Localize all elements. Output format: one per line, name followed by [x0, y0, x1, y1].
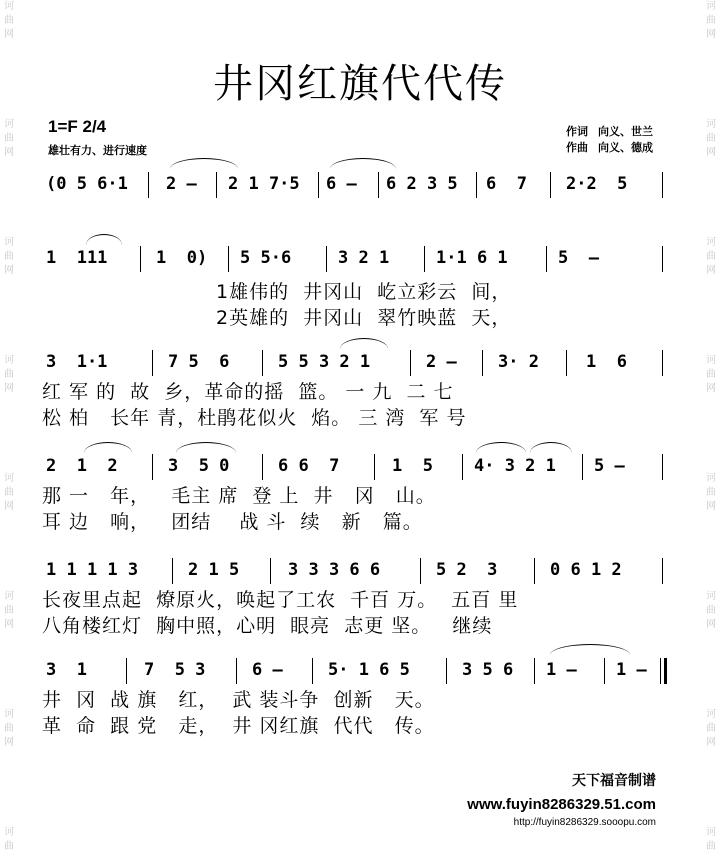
measure: 5· 1 6 5 — [328, 660, 410, 680]
composer-credit — [566, 140, 663, 156]
bar-line — [604, 658, 605, 684]
measure: 3 5 0 — [168, 456, 230, 476]
lyric-line — [0, 406, 720, 432]
bar-line — [662, 246, 663, 272]
measure: 6 – — [326, 174, 357, 194]
lyric-verse-1: 井 冈 战 旗 红， 武 装斗争 创新 天。 — [42, 689, 435, 711]
final-bar-line — [664, 658, 667, 684]
measure: (0 5 6·1 — [46, 174, 128, 194]
measure: 5 2 3 — [436, 560, 498, 580]
composer-label: 作曲 — [566, 141, 588, 154]
bar-line — [172, 558, 173, 584]
slur-mark — [170, 158, 238, 169]
lyric-line — [0, 510, 720, 536]
bar-line — [660, 658, 661, 684]
lyric-verse-2: 八角楼红灯 胸中照，心明 眼亮 志更 坚。 继续 — [42, 615, 493, 637]
watermark-glyph: 网 — [4, 265, 14, 276]
measure: 5 – — [594, 456, 625, 476]
bar-line — [662, 172, 663, 198]
watermark-glyph: 曲 — [4, 841, 14, 852]
measure: 1·1 6 1 — [436, 248, 508, 268]
publisher-url: www.fuyin8286329.51.com — [467, 796, 656, 813]
watermark-glyph: 诃 — [4, 709, 14, 720]
watermark-glyph: 诃 — [706, 237, 716, 248]
lyric-line — [0, 714, 720, 740]
measure: 1 1 1 1 3 — [46, 560, 139, 580]
watermark-glyph: 诃 — [706, 473, 716, 484]
score-line — [0, 170, 720, 204]
lyricist-name: 向义、世兰 — [598, 125, 653, 138]
watermark-glyph: 网 — [4, 383, 14, 394]
watermark-glyph: 诃 — [4, 355, 14, 366]
measure: 2 1 5 — [188, 560, 240, 580]
watermark-glyph: 诃 — [4, 1, 14, 12]
lyric-line — [0, 688, 720, 714]
tempo-marking: 雄壮有力、进行速度 — [48, 144, 147, 157]
bar-line — [152, 454, 153, 480]
lyric-verse-2: 耳 边 响， 团结 战 斗 续 新 篇。 — [42, 511, 423, 533]
watermark-glyph: 诃 — [706, 591, 716, 602]
watermark-glyph: 诃 — [4, 827, 14, 838]
watermark-glyph: 诃 — [706, 119, 716, 130]
watermark-glyph: 曲 — [706, 605, 716, 616]
bar-line — [148, 172, 149, 198]
bar-line — [420, 558, 421, 584]
score-line — [0, 656, 720, 690]
measure: 1 6 — [586, 352, 627, 372]
lyric-verse-1: 那 一 年， 毛主 席 登 上 井 冈 山。 — [42, 485, 436, 507]
bar-line — [462, 454, 463, 480]
bar-line — [550, 172, 551, 198]
watermark-glyph: 网 — [4, 147, 14, 158]
watermark-glyph: 曲 — [706, 723, 716, 734]
watermark-glyph: 曲 — [4, 723, 14, 734]
score-line — [0, 244, 720, 278]
lyric-verse-1: 1雄伟的 井冈山 屹立彩云 间， — [216, 281, 512, 303]
bar-line — [662, 558, 663, 584]
slur-mark — [476, 442, 526, 453]
measure: 6 6 7 — [278, 456, 340, 476]
measure: 2 1 7·5 — [228, 174, 300, 194]
publisher-url-alt: http://fuyin8286329.sooopu.com — [513, 817, 656, 828]
lyric-line — [0, 614, 720, 640]
watermark-glyph: 网 — [4, 29, 14, 40]
score-line — [0, 452, 720, 486]
bar-line — [378, 172, 379, 198]
bar-line — [270, 558, 271, 584]
lyricist-credit — [566, 124, 663, 140]
bar-line — [476, 172, 477, 198]
watermark-glyph: 网 — [4, 501, 14, 512]
measure: 1 – — [546, 660, 577, 680]
watermark-glyph: 曲 — [706, 369, 716, 380]
score-line — [0, 556, 720, 590]
bar-line — [262, 350, 263, 376]
measure: 5 – — [558, 248, 599, 268]
measure: 3 5 6 — [462, 660, 514, 680]
publisher-name: 天下福音制谱 — [572, 773, 656, 789]
bar-line — [566, 350, 567, 376]
measure: 1 5 — [392, 456, 433, 476]
credits-block — [566, 124, 663, 156]
bar-line — [446, 658, 447, 684]
bar-line — [216, 172, 217, 198]
lyric-verse-2: 2英雄的 井冈山 翠竹映蓝 天， — [216, 307, 512, 329]
watermark-glyph: 诃 — [4, 591, 14, 602]
measure: 1 111 — [46, 248, 108, 268]
measure: 6 – — [252, 660, 283, 680]
key-signature: 1=F 2/4 — [48, 117, 107, 136]
watermark-glyph: 曲 — [4, 369, 14, 380]
watermark-glyph: 曲 — [4, 605, 14, 616]
measure: 3 1 — [46, 660, 87, 680]
measure: 0 6 1 2 — [550, 560, 622, 580]
bar-line — [236, 658, 237, 684]
watermark-glyph: 曲 — [4, 251, 14, 262]
bar-line — [582, 454, 583, 480]
slur-mark — [330, 158, 396, 169]
watermark-glyph: 曲 — [706, 133, 716, 144]
watermark-glyph: 曲 — [4, 133, 14, 144]
measure: 3 2 1 — [338, 248, 390, 268]
bar-line — [326, 246, 327, 272]
watermark-glyph: 诃 — [4, 237, 14, 248]
bar-line — [410, 350, 411, 376]
watermark-glyph: 曲 — [706, 841, 716, 852]
bar-line — [228, 246, 229, 272]
score-line — [0, 348, 720, 382]
measure: 3· 2 — [498, 352, 539, 372]
lyric-line — [0, 306, 720, 332]
slur-mark — [340, 338, 388, 349]
watermark-glyph: 网 — [706, 501, 716, 512]
bar-line — [140, 246, 141, 272]
lyricist-label: 作词 — [566, 125, 588, 138]
watermark-glyph: 网 — [706, 29, 716, 40]
measure: 2 – — [426, 352, 457, 372]
measure: 2 1 2 — [46, 456, 118, 476]
watermark-glyph: 网 — [706, 619, 716, 630]
measure: 1 0) — [156, 248, 208, 268]
watermark-glyph: 诃 — [706, 355, 716, 366]
watermark-glyph: 网 — [706, 737, 716, 748]
measure: 5 5·6 — [240, 248, 292, 268]
watermark-glyph: 曲 — [4, 487, 14, 498]
measure: 2 – — [166, 174, 197, 194]
bar-line — [482, 350, 483, 376]
lyric-verse-1: 长夜里点起 燎原火，唤起了工农 千百 万。 五百 里 — [42, 589, 519, 611]
watermark-glyph: 曲 — [706, 487, 716, 498]
watermark-glyph: 网 — [4, 619, 14, 630]
measure: 7 5 6 — [168, 352, 230, 372]
composer-name: 向义、德成 — [598, 141, 653, 154]
watermark-glyph: 网 — [4, 737, 14, 748]
bar-line — [534, 558, 535, 584]
watermark-glyph: 曲 — [706, 15, 716, 26]
slur-mark — [550, 644, 630, 655]
watermark-glyph: 曲 — [706, 251, 716, 262]
lyric-line — [0, 380, 720, 406]
bar-line — [534, 658, 535, 684]
measure: 1 – — [616, 660, 647, 680]
watermark-glyph: 网 — [706, 265, 716, 276]
watermark-glyph: 网 — [706, 383, 716, 394]
watermark-glyph: 诃 — [706, 709, 716, 720]
slur-mark — [86, 234, 122, 245]
measure: 6 7 — [486, 174, 527, 194]
bar-line — [312, 658, 313, 684]
bar-line — [662, 350, 663, 376]
measure: 3 1·1 — [46, 352, 108, 372]
bar-line — [318, 172, 319, 198]
bar-line — [126, 658, 127, 684]
bar-line — [662, 454, 663, 480]
watermark-glyph: 曲 — [4, 15, 14, 26]
lyric-line — [0, 484, 720, 510]
publisher-credit — [467, 770, 656, 828]
lyric-verse-2: 松 柏 长年 青，杜鹃花似火 焰。 三 湾 军 号 — [42, 407, 467, 429]
watermark-glyph: 诃 — [706, 1, 716, 12]
measure: 3 3 3 6 6 — [288, 560, 381, 580]
watermark-glyph: 诃 — [4, 119, 14, 130]
measure: 6 2 3 5 — [386, 174, 458, 194]
bar-line — [546, 246, 547, 272]
lyric-verse-1: 红 军 的 故 乡，革命的摇 篮。 一 九 二 七 — [42, 381, 454, 403]
lyric-line — [0, 588, 720, 614]
bar-line — [152, 350, 153, 376]
watermark-glyph: 诃 — [706, 827, 716, 838]
measure: 5 5 3 2 1 — [278, 352, 371, 372]
bar-line — [374, 454, 375, 480]
watermark-glyph: 网 — [706, 147, 716, 158]
slur-mark — [84, 442, 132, 453]
measure: 7 5 3 — [144, 660, 206, 680]
bar-line — [424, 246, 425, 272]
measure: 4· 3 2 1 — [474, 456, 556, 476]
song-title: 井冈红旗代代传 — [213, 61, 507, 107]
lyric-verse-2: 革 命 跟 党 走， 井 冈红旗 代代 传。 — [42, 715, 435, 737]
slur-mark — [176, 442, 236, 453]
measure: 2·2 5 — [566, 174, 628, 194]
slur-mark — [530, 442, 572, 453]
lyric-line — [0, 280, 720, 306]
watermark-glyph: 诃 — [4, 473, 14, 484]
bar-line — [262, 454, 263, 480]
